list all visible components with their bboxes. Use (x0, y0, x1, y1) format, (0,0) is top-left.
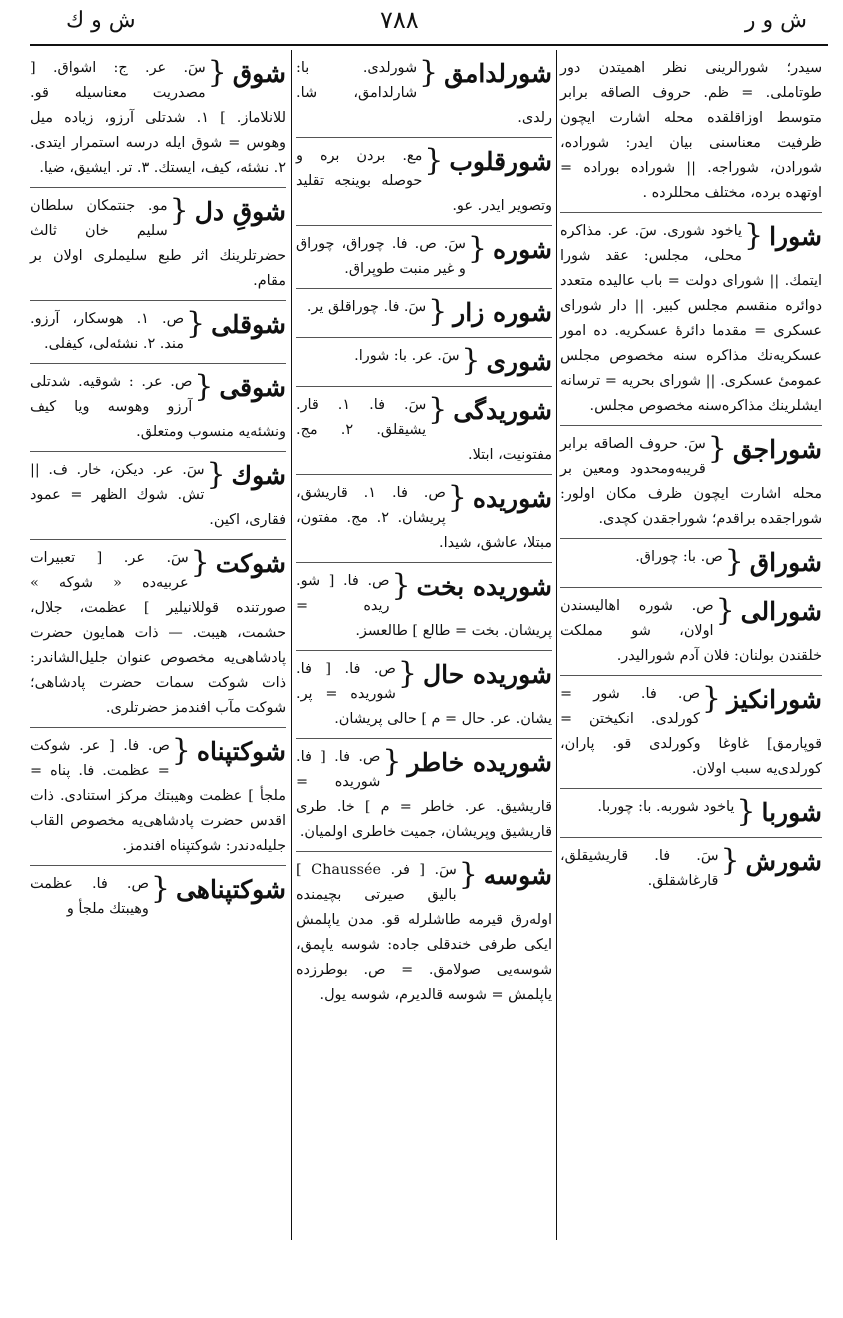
entry-definition: سَ. فا. قاریشیقلق، قارغاشقلق. (560, 848, 719, 889)
brace-glyph: { (447, 480, 467, 515)
entry-definition: سَ. حروف الصاقه برابر قریبه‌ومحدود ومعین بر محله اشارت ایچون ظرف مکان اولور: شوراجقده براقدم؛ شوراجقدن کچدی. (560, 436, 822, 527)
page-header (0, 0, 843, 50)
entry-definition: سَ. عر. ج: اشواق. [ مصدریت معناسیله قو. للانلاماز. ] ۱. شدتلی آرزو، زیاده میل وهوس = شوق ایله درسه استمرار ایتدی. ۲. نشئه، کیف، ایستك. ۳. تر. ایشیق، ضیا. (30, 60, 286, 176)
entry-headword: شوربا (761, 798, 822, 827)
entry-headword: شوك (231, 461, 286, 490)
dictionary-entry (560, 594, 822, 676)
dictionary-entry (560, 795, 822, 838)
dictionary-entry (296, 393, 552, 475)
brace-glyph: { (458, 857, 478, 892)
brace-glyph: { (185, 306, 206, 341)
entry-headword: شورالی (740, 597, 822, 626)
brace-glyph: { (190, 545, 210, 580)
running-head-right: ش و ر (744, 8, 807, 33)
dictionary-entry (30, 546, 286, 728)
brace-glyph: { (707, 431, 727, 466)
entry-definition: سَ. فا. چوراقلق یر. (306, 299, 427, 315)
dictionary-entry (30, 307, 286, 364)
entry-definition: ص. ۱. هوسکار، آرزو. مند. ۲. نشئه‌لی، کیفلی. (30, 311, 184, 352)
column-divider-left (291, 50, 292, 1240)
dictionary-entry (296, 344, 552, 387)
entry-headword: شوقی (219, 373, 286, 402)
brace-glyph: { (736, 794, 756, 829)
dictionary-entry (296, 232, 552, 289)
dictionary-entry (30, 872, 286, 928)
brace-glyph: { (194, 369, 214, 404)
entry-headword: شورلدامق (444, 59, 552, 88)
entry-headword: شوریدگی (453, 396, 552, 425)
entry-headword: شوق (232, 59, 286, 88)
entry-headword: شورا (769, 222, 822, 251)
entry-headword: شوسه (483, 861, 552, 890)
entry-definition: ص. فا. [ عر. شوکت = عظمت. فا. پناه = ملجأ ] عظمت وهیبتك مرکز استنادی. ذات اقدس حضرت پادشاهی‌یه مخصوص القاب جلیله‌دندر: شوکتپناه افندمز. (30, 738, 286, 854)
brace-glyph: { (744, 218, 764, 253)
entry-headword: شوره زار (453, 298, 552, 327)
brace-glyph: { (428, 392, 448, 427)
entry-definition: سَ. [ فر. Chaussée ] بالیق صیرتی بچیمنده اوله‌رق قیرمه طاشلرله قو. مدن یاپلمش ایکی طرفی خندقلی جاده: شوسه یاپمق، شوسه‌یی صولامق. = ص. بوطرزده یاپلمش = شوسه قالدیرم، شوسه یول. (296, 862, 552, 1003)
entry-definition: ص. با: چوراق. (635, 549, 723, 565)
entry-definition: یاخود شوربه. با: چوربا. (597, 799, 735, 815)
entry-definition: مو. جنتمکان سلطان سلیم خان ثالث حضرتلرینك اثر طبع سلیملری اولان بر مقام. (30, 198, 286, 289)
entry-definition: ص. فا. [ شو. ریده = پریشان. بخت = طالع ] طالعسز. (296, 573, 552, 639)
brace-glyph: { (150, 871, 170, 906)
dictionary-entry (560, 219, 822, 426)
entry-definition: سَ. ص. فا. چوراق، چوراق و غیر منبت طوپراق. (296, 236, 466, 277)
entry-definition: یاخود شوری. سَ. عر. مذاکره محلی، مجلس: عقد شورا ایتمك. || شورای دولت = باب عالیده متعدد دوائره منقسم مجلس کبیر. || دار شورای عسکری = مقدما دائرهٔ عسکریه. ده امور عسکریه‌نك مذاکره سنه مخصوص مجلس عمومیٔ عسکری. || شورای بحریه = ترسانه ایشلرینك مذاکره‌سنه مخصوص مجلس. (560, 223, 822, 414)
header-rule (30, 44, 828, 46)
dictionary-entry (296, 657, 552, 739)
brace-glyph: { (169, 193, 189, 228)
entry-definition: ص. فا. [ فا. شوریده = قاریشیق. عر. خاطر = م ] خا. طری قاریشیق وپریشان، جمیت خاطری اولمیان. (296, 749, 552, 840)
entry-definition: شورلدی. با: شارلدامق، شا. رلدی. (296, 60, 552, 126)
entry-definition: مع. بردن بره و حوصله بوینجه تقلید وتصویر ایدر. عو. (296, 148, 552, 214)
brace-glyph: { (424, 143, 444, 178)
entry-headword: شوریده خاطر (407, 748, 552, 777)
entry-definition: سَ. عر. با: شورا. (354, 348, 460, 364)
entry-definition: سیدر؛ شورالرینی نظر اهمیتدن دور طوتاملی. = ظم. حروف الصاقه برابر متوسط اوزاقلقده محله اشارت ایچون ظرفیت معناسنی بیان ایدر: شوراده، شورادن، شوراجه. || شوراده بوراده = اوتهده برده، مختلف محللرده . (560, 60, 822, 201)
entry-definition: سَ. عر. [ تعبیرات عربیه‌ده « شوکه » صورتنده قوللانیلیر ] عظمت، جلال، حشمت، هیبت. — ذات همایون حضرت پادشاهی‌یه مخصوص عنوان جلیل‌الشاندر: ذات شوکت سمات حضرت پادشاهی؛ شوکت مآب افندمز حضرتلری. (30, 550, 286, 716)
dictionary-entry (30, 56, 286, 188)
dictionary-entry (30, 194, 286, 301)
entry-headword: شوراق (749, 548, 822, 577)
entry-definition: ص. فا. عظمت وهیبتك ملجأ و (30, 876, 149, 917)
entry-definition: ص. فا. [ فا. شوریده = پر. یشان. عر. حال = م ] حالی پریشان. (296, 661, 552, 727)
entry-headword: شورقلوب (449, 147, 552, 176)
brace-glyph: { (724, 544, 744, 579)
entry-headword: شوراجق (732, 435, 822, 464)
brace-glyph: { (419, 55, 439, 90)
entry-definition: ص. شوره اهالیسندن اولان، شو مملکت خلقندن بولنان: فلان آدم شورالیدر. (560, 598, 822, 664)
entry-headword: شوره (492, 235, 552, 264)
brace-glyph: { (461, 343, 481, 378)
entry-headword: شوکتپناهی (175, 875, 286, 904)
running-head-left: ش و ك (66, 8, 136, 33)
dictionary-entry (296, 745, 552, 852)
entry-headword: شوریده (472, 484, 552, 513)
entry-definition: سَ. فا. ۱. قار. یشیقلق. ۲. مج. مفتونیت، ابتلا. (296, 397, 552, 463)
dictionary-entry (296, 481, 552, 563)
dictionary-entry (560, 56, 822, 213)
dictionary-entry (560, 545, 822, 588)
entry-headword: شورش (745, 847, 822, 876)
brace-glyph: { (171, 733, 191, 768)
dictionary-entry (30, 370, 286, 452)
entry-definition: ص. عر. ‌‌: شوقیه. شدتلی آرزو وهوسه ویا کیف ونشئه‌یه منسوب ومتعلق. (30, 374, 286, 440)
entry-definition: ص. فا. ۱. قاریشق، پریشان. ۲. مج. مفتون، مبتلا، عاشق، شیدا. (296, 485, 552, 551)
dictionary-entry (296, 569, 552, 651)
brace-glyph: { (382, 744, 402, 779)
dictionary-entry (296, 858, 552, 1014)
dictionary-entry (30, 734, 286, 866)
entry-headword: شوریده حال (422, 660, 552, 689)
entry-headword: شورانکیز (727, 685, 822, 714)
entry-headword: شوقِ دل (194, 197, 286, 226)
brace-glyph: { (206, 457, 226, 492)
entry-headword: شوکتپناه (196, 737, 286, 766)
brace-glyph: { (391, 568, 411, 603)
entry-definition: ص. فا. شور = کورلدی. انکیختن = قوپارمق] غاوغا وکورلدی قو. پاران، کورلدی‌یه سبب اولان. (560, 686, 822, 777)
entry-definition: سَ. عر. دیکن، خار. ف. || تش. شوك الظهر = عمود فقاری، اکین. (30, 462, 286, 528)
dictionary-entry (296, 295, 552, 338)
column-left (30, 56, 286, 934)
entry-headword: شوقلی (211, 310, 286, 339)
brace-glyph: { (715, 593, 735, 628)
brace-glyph: { (720, 843, 740, 878)
column-divider-right (556, 50, 557, 1240)
entry-headword: شوکت (215, 549, 286, 578)
brace-glyph: { (428, 294, 448, 329)
brace-glyph: { (701, 681, 722, 716)
brace-glyph: { (207, 55, 227, 90)
dictionary-entry (560, 844, 822, 900)
column-right (560, 56, 822, 906)
brace-glyph: { (467, 231, 487, 266)
page-number: ٧٨٨ (380, 6, 419, 34)
column-middle (296, 56, 552, 1020)
dictionary-entry (296, 56, 552, 138)
dictionary-entry (560, 682, 822, 789)
entry-headword: شوریده بخت (416, 572, 552, 601)
entry-headword: شوری (486, 347, 552, 376)
dictionary-entry (296, 144, 552, 226)
brace-glyph: { (397, 656, 417, 691)
dictionary-entry (560, 432, 822, 539)
dictionary-entry (30, 458, 286, 540)
